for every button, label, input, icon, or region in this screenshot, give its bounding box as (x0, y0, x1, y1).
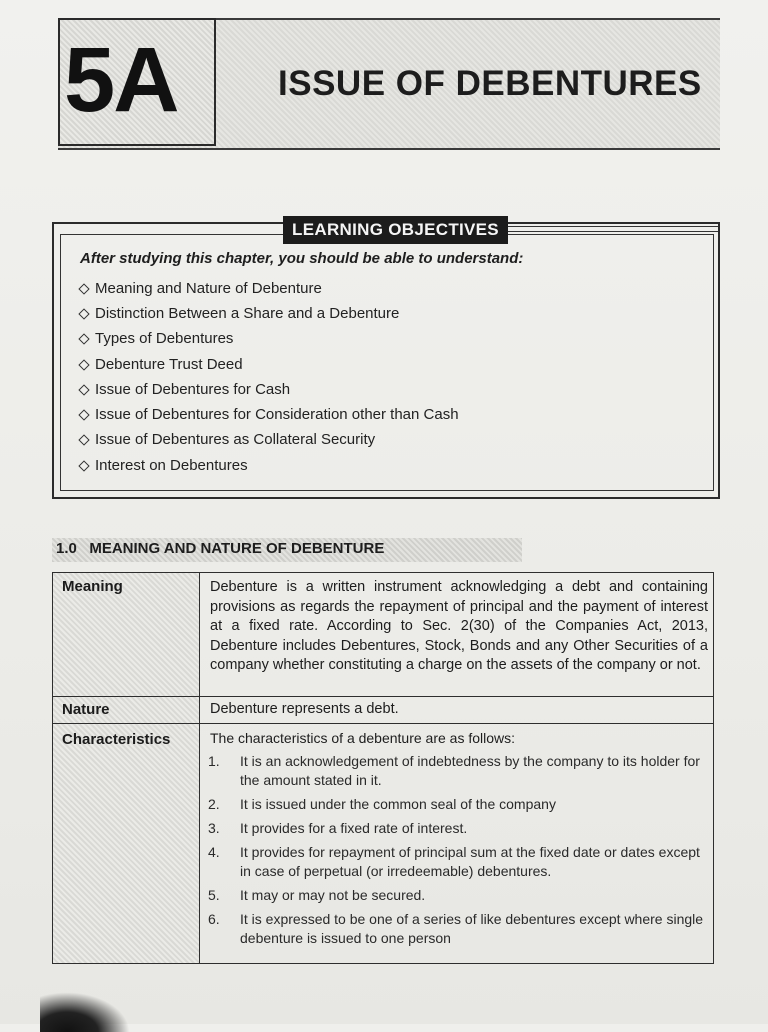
list-item (78, 428, 459, 453)
list-item-text: Meaning and Nature of Debenture (95, 279, 322, 297)
list-item-text: Issue of Debentures for Consideration other than Cash (95, 406, 459, 424)
list-item-text: Issue of Debentures as Collateral Security (95, 431, 376, 449)
meaning-label: Meaning (62, 578, 123, 595)
list-item-text: Debenture Trust Deed (95, 355, 243, 373)
list-item-number: 3. (208, 820, 220, 836)
list-item-text: It is expressed to be one of a series of like debentures except where single debenture is issued to one person (240, 911, 704, 946)
section-heading (52, 538, 522, 562)
diamond-bullet-icon (78, 409, 89, 420)
finger-shadow (40, 992, 130, 1032)
characteristics-label: Characteristics (62, 731, 171, 748)
list-item-text: It may or may not be secured. (240, 887, 426, 903)
list-item (78, 301, 459, 326)
chapter-title: ISSUE OF DEBENTURES (278, 64, 702, 103)
list-item-text: Types of Debentures (95, 330, 234, 348)
list-item (208, 910, 708, 948)
diamond-bullet-icon (78, 359, 89, 370)
list-item-text: Issue of Debentures for Cash (95, 380, 291, 398)
chapter-number: 5A (64, 29, 178, 131)
learning-objectives-list (78, 276, 459, 478)
list-item-number: 2. (208, 796, 220, 812)
diamond-bullet-icon (78, 334, 89, 345)
diamond-bullet-icon (78, 435, 89, 446)
characteristics-intro: The characteristics of a debenture are as follows: (210, 730, 516, 746)
list-item-text: Interest on Debentures (95, 456, 248, 474)
learning-objectives-heading: LEARNING OBJECTIVES (283, 216, 508, 244)
list-item (78, 327, 459, 352)
list-item-number: 5. (208, 887, 220, 903)
list-item (78, 402, 459, 427)
list-item-number: 6. (208, 911, 220, 927)
list-item (208, 819, 708, 838)
table-row-divider (52, 696, 714, 697)
list-item-text: Distinction Between a Share and a Debenture (95, 304, 400, 322)
list-item (78, 352, 459, 377)
list-item (78, 276, 459, 301)
nature-text: Debenture represents a debt. (210, 701, 399, 717)
list-item-text: It is an acknowledgement of indebtedness by the company to its holder for the amount stated in it. (240, 753, 700, 788)
list-item-text: It provides for a fixed rate of interest. (240, 820, 468, 836)
section-heading-text: 1.0 MEANING AND NATURE OF DEBENTURE (56, 540, 385, 557)
learning-objectives-intro: After studying this chapter, you should be able to understand: (80, 250, 524, 267)
diamond-bullet-icon (78, 308, 89, 319)
list-item (208, 752, 708, 790)
table-row-divider (52, 723, 714, 724)
list-item-text: It is issued under the common seal of the company (240, 796, 556, 812)
diamond-bullet-icon (78, 283, 89, 294)
learning-objectives-rule (508, 226, 718, 232)
list-item (208, 795, 708, 814)
list-item (78, 377, 459, 402)
list-item (208, 886, 708, 905)
list-item-text: It provides for repayment of principal sum at the fixed date or dates except in case of perpetual (or irredeemable) debentures. (240, 844, 700, 879)
meaning-text: Debenture is a written instrument acknowledging a debt and containing provisions as regards the repayment of principal and the payment of interest at a fixed rate. According to Sec. 2(30) of the Companies Act, 2013, Debenture includes Debentures, Stock, Bonds and any Other Securities of a company whether constituting a charge on the assets of the company or not. (210, 579, 708, 673)
list-item-number: 1. (208, 753, 220, 769)
nature-label: Nature (62, 701, 110, 718)
diamond-bullet-icon (78, 384, 89, 395)
list-item (78, 453, 459, 478)
list-item (208, 843, 708, 881)
list-item-number: 4. (208, 844, 220, 860)
characteristics-list (208, 752, 708, 953)
diamond-bullet-icon (78, 460, 89, 471)
